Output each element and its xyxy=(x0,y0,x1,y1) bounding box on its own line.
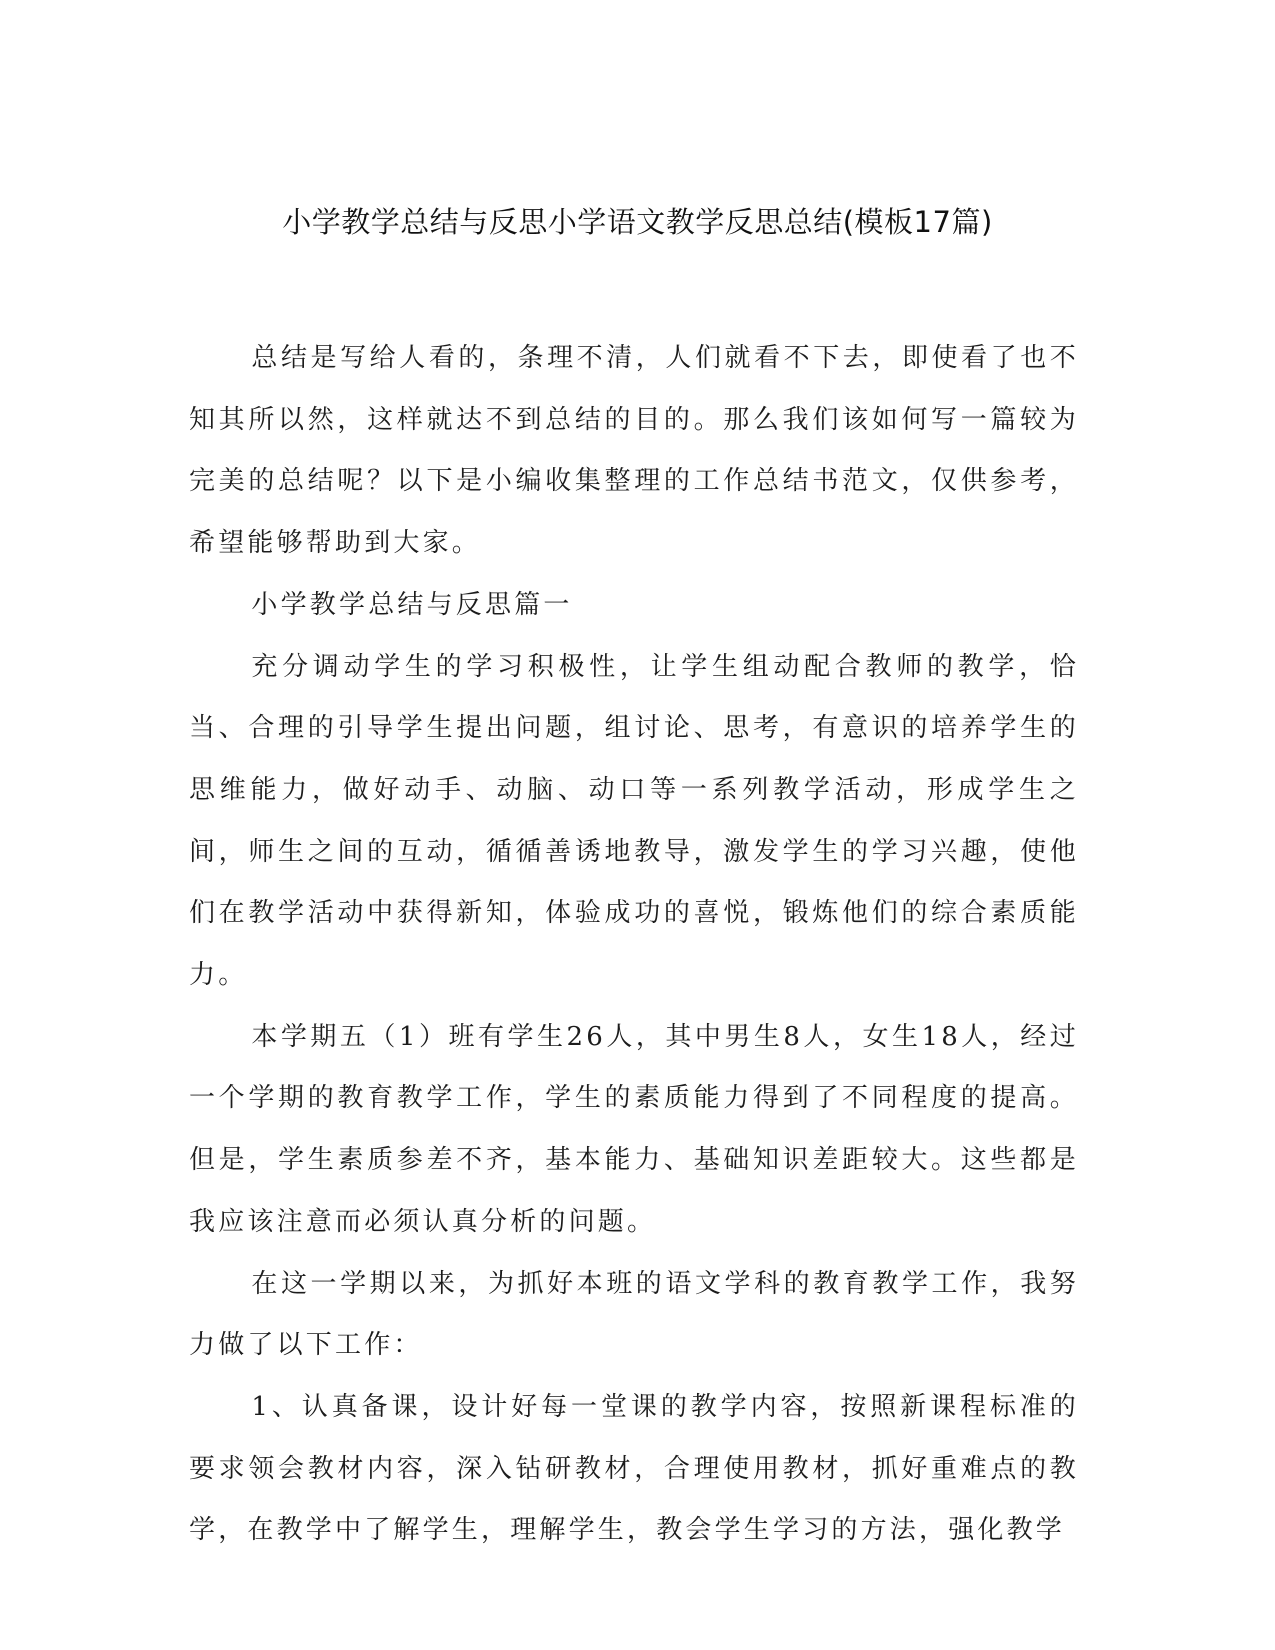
body-paragraph: 1、认真备课，设计好每一堂课的教学内容，按照新课程标准的要求领会教材内容，深入钻研教材，合理使用教材，抓好重难点的教学，在教学中了解学生，理解学生，教会学生学习的方法，强化教学 xyxy=(189,1391,1079,1546)
body-paragraph: 本学期五（1）班有学生26人，其中男生8人，女生18人，经过一个学期的教育教学工作，学生的素质能力得到了不同程度的提高。但是，学生素质参差不齐，基本能力、基础知识差距较大。这些都是我应该注意而必须认真分析的问题。 xyxy=(189,1021,1079,1237)
body-paragraph: 在这一学期以来，为抓好本班的语文学科的教育教学工作，我努力做了以下工作： xyxy=(189,1268,1079,1361)
document-title: 小学教学总结与反思小学语文教学反思总结(模板17篇) xyxy=(282,205,993,239)
body-paragraph: 充分调动学生的学习积极性，让学生组动配合教师的教学，恰当、合理的引导学生提出问题，组讨论、思考，有意识的培养学生的思维能力，做好动手、动脑、动口等一系列教学活动，形成学生之间，师生之间的互动，循循善诱地教导，激发学生的学习兴趣，使他们在教学活动中获得新知，体验成功的喜悦，锻炼他们的综合素质能力。 xyxy=(189,651,1079,991)
intro-paragraph: 总结是写给人看的，条理不清，人们就看不下去，即使看了也不知其所以然，这样就达不到总结的目的。那么我们该如何写一篇较为完美的总结呢？以下是小编收集整理的工作总结书范文，仅供参考，希望能够帮助到大家。 xyxy=(189,343,1079,559)
section-heading: 小学教学总结与反思篇一 xyxy=(251,589,573,620)
document-body xyxy=(189,328,1079,1562)
